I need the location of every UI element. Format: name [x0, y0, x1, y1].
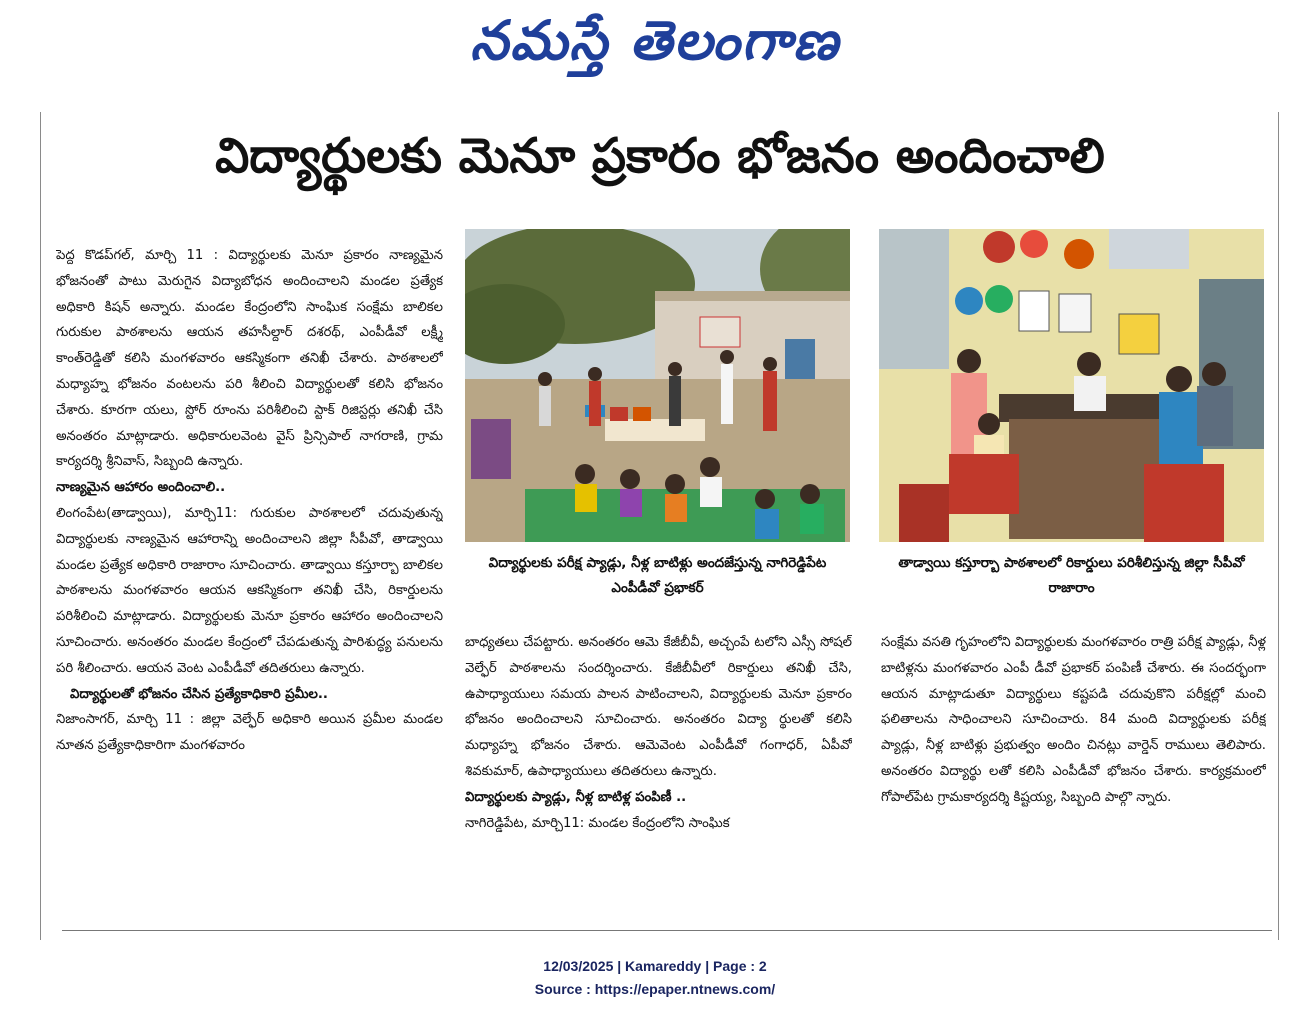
- photo-school-inspection-image: [879, 229, 1264, 542]
- headline: విద్యార్థులకు మెనూ ప్రకారం భోజనం అందించాలి: [215, 128, 1105, 184]
- column-3: [881, 630, 1266, 915]
- subheading: విద్యార్థులకు ప్యాడ్లు, నీళ్ల బాటిళ్ల పంపిణీ ..: [465, 789, 687, 805]
- subheading: విద్యార్థులతో భోజనం చేసిన ప్రత్యేకాధికారి ప్రమీల..: [70, 686, 328, 702]
- story-paragraph: లింగంపేట(తాడ్వాయి), మార్చి11: గురుకుల పాఠశాలలో చదువుతున్న విద్యార్థులకు నాణ్యమైన ఆహారాన్ని అందించాలని జిల్లా సీపీవో, తాడ్వాయి మండల ప్రత్యేక అధికారి రాజారాం సూచించారు. తాడ్వాయి కస్తూర్బా బాలికల పాఠశాలను మంగళవారం ఆయన ఆకస్మికంగా తనిఖీ చేసి, రికార్డులను పరిశీలించి మాట్లాడారు. విద్యార్థులకు మెనూ ప్రకారం ఆహారం అందించాలని సూచించారు. అనంతరం మండల కేంద్రంలో చేపడుతున్న పారిశుద్ధ్య పనులను పరి శీలించారు. ఆయన వెంట ఎంపీడీవో తదితరులు ఉన్నారు.: [56, 505, 443, 676]
- frame-left-rule: [40, 112, 41, 940]
- story-paragraph: నిజాంసాగర్, మార్చి 11 : జిల్లా వెల్ఫేర్ అధికారి అయిన ప్రమీల మండల నూతన ప్రత్యేకాధికారిగా మంగళవారం: [56, 712, 443, 754]
- column-1: [56, 243, 443, 915]
- photo-school-inspection: [879, 229, 1264, 542]
- story-paragraph: బాధ్యతలు చేపట్టారు. అనంతరం ఆమె కేజీబీవీ, అచ్చంపే టలోని ఎస్సీ సోషల్ వెల్ఫేర్ పాఠశాలను సందర్శించారు. కేజీబీవీలో రికార్డులు తనిఖీ చేసి, ఉపాధ్యాయులు సమయ పాలన పాటించాలని, విద్యార్థులకు మెనూ ప్రకారం భోజనం అందించాలని సూచించారు. అనంతరం విద్యా ర్థులతో కలిసి మధ్యాహ్న భోజనం చేశారు. ఆమెవెంట ఎంపీడీవో గంగాధర్, ఏపీవో శివకుమార్, ఉపాధ్యాయులు తదితరులు ఉన్నారు.: [465, 635, 852, 779]
- photo-students-distribution: [465, 229, 850, 542]
- story-paragraph: పెద్ద కొడప్‌గల్, మార్చి 11 : విద్యార్థులకు మెనూ ప్రకారం నాణ్యమైన భోజనంతో పాటు మెరుగైన విద్యాబోధన అందించాలని మండల ప్రత్యేక అధికారి కిషన్ అన్నారు. మండల కేంద్రంలోని సాంఘిక సంక్షేమ బాలికల గురుకుల పాఠశాలను ఆయన తహసీల్దార్ దశరథ్, ఎంపీడీవో లక్ష్మీ కాంత్‌రెడ్డితో కలిసి మంగళవారం ఆకస్మికంగా తనిఖీ చేశారు. పాఠశాలలో మధ్యాహ్న భోజనం వంటలను పరి శీలించి విద్యార్థులతో కలిసి భోజనం చేశారు. కూరగా యలు, స్టోర్ రూంను పరిశీలించి స్టాక్ రిజిస్టర్లు తనిఖీ చేసి అనంతరం మాట్లాడారు. అధికారులవెంట వైస్ ప్రిన్సిపాల్ నాగరాణి, గ్రామ కార్యదర్శి శ్రీనివాస్, సిబ్బంది ఉన్నారు.: [56, 248, 443, 470]
- footer-source-link[interactable]: Source : https://epaper.ntnews.com/: [534, 981, 776, 997]
- footer-edition-info: 12/03/2025 | Kamareddy | Page : 2: [543, 958, 767, 974]
- story-paragraph: సంక్షేమ వసతి గృహంలోని విద్యార్థులకు మంగళవారం రాత్రి పరీక్ష ప్యాడ్లు, నీళ్ల బాటిళ్లను మంగళవారం ఎంపీ డీవో ప్రభాకర్ పంపిణీ చేశారు. ఈ సందర్భంగా ఆయన మాట్లాడుతూ విద్యార్థులు కష్టపడి చదువుకొని పరీక్షల్లో మంచి ఫలితాలను సాధించాలని సూచించారు. 84 మంది విద్యార్థులకు పరీక్ష ప్యాడ్లు, నీళ్ల బాటిళ్లు ప్రభుత్వం అందిం చినట్లు వార్డెన్ రాములు తెలిపారు. అనంతరం విద్యార్థు లతో కలిసి ఎంపీడీవో భోజనం చేశారు. కార్యక్రమంలో గోపాల్‌పేట గ్రామకార్యదర్శి కిష్టయ్య, సిబ్బంది పాల్గొ న్నారు.: [881, 635, 1266, 805]
- photo-1-caption: విద్యార్థులకు పరీక్ష ప్యాడ్లు, నీళ్ల బాటిళ్లు అందజేస్తున్న నాగిరెడ్డిపేట ఎంపీడీవో ప్రభాకర్: [488, 555, 827, 596]
- bottom-rule: [62, 930, 1272, 931]
- masthead-logo: [0, 8, 1310, 86]
- column-2: [465, 630, 852, 915]
- subheading: నాణ్యమైన ఆహారం అందించాలి..: [56, 480, 226, 496]
- frame-right-rule: [1278, 112, 1279, 940]
- photo-2-caption: తాడ్వాయి కస్తూర్బా పాఠశాలలో రికార్డులు పరిశీలిస్తున్న జిల్లా సీపీవో రాజారాం: [898, 555, 1245, 596]
- photo-students-distribution-image: [465, 229, 850, 542]
- story-paragraph: నాగిరెడ్డిపేట, మార్చి11: మండల కేంద్రంలోని సాంఘిక: [465, 815, 730, 831]
- masthead-title: నమస్తే తెలంగాణ: [470, 8, 840, 72]
